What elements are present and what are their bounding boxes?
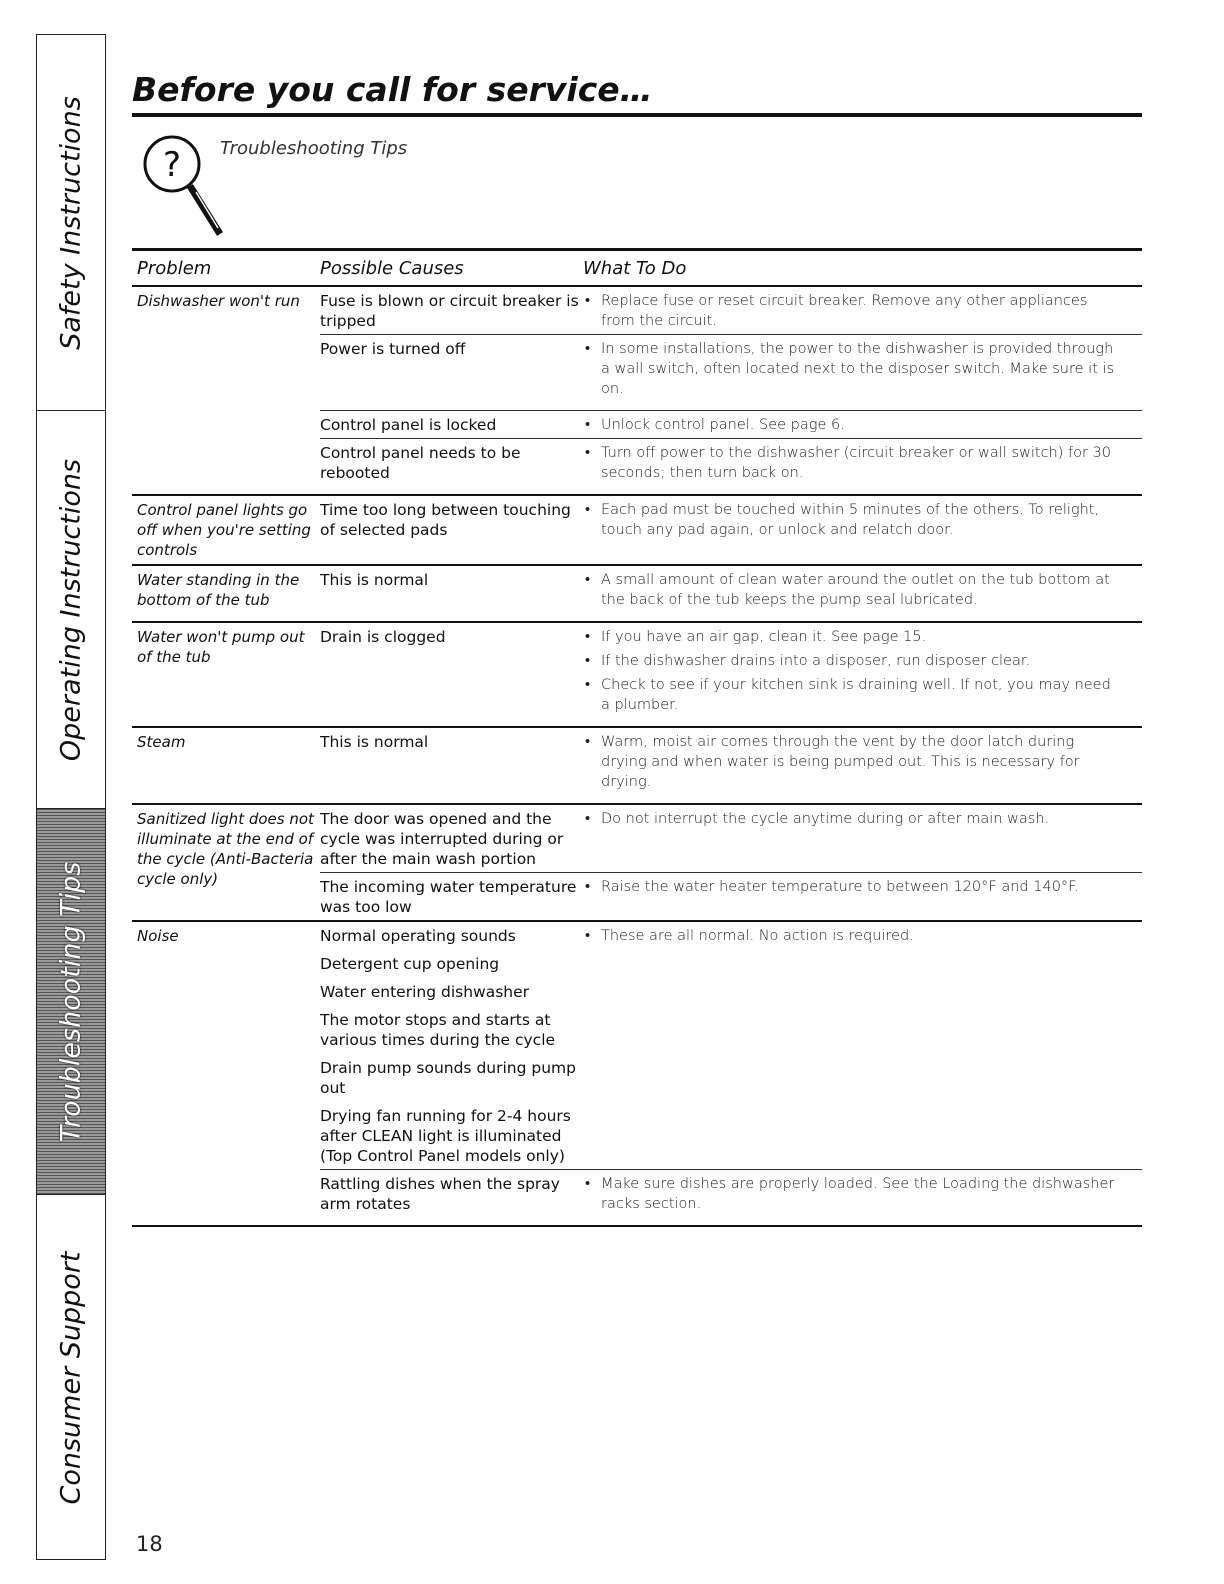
- action-bullet: • Replace fuse or reset circuit breaker. Remove any other appliances from the circuit.: [583, 291, 1123, 331]
- table-row: [132, 728, 1142, 805]
- page-title: Before you call for service…: [132, 70, 653, 109]
- action-bullet: • Warm, moist air comes through the vent by the door latch during drying and when water is being pumped out. This is necessary for drying.: [583, 732, 1123, 792]
- page-number: 18: [136, 1532, 163, 1556]
- cause-text: Time too long between touching of selected pads: [320, 501, 571, 539]
- problem-cell: Noise: [137, 927, 179, 945]
- action-bullet: • If you have an air gap, clean it. See page 15.: [583, 627, 1123, 647]
- possible-causes-cell: [320, 877, 582, 917]
- possible-causes-cell: [320, 415, 582, 435]
- cause-text: Detergent cup opening: [320, 955, 500, 973]
- cause-entry: [320, 411, 1142, 439]
- possible-causes-cell: [320, 1174, 582, 1214]
- tab-safety-instructions[interactable]: [37, 35, 105, 411]
- possible-causes-cell: [320, 443, 582, 483]
- cause-entry: [320, 873, 1142, 920]
- possible-causes-cell: [320, 926, 582, 1166]
- possible-causes-cell: [320, 732, 582, 752]
- svg-text:?: ?: [162, 145, 182, 185]
- tab-troubleshooting-tips[interactable]: [37, 809, 105, 1195]
- possible-causes-cell: [320, 627, 582, 647]
- cause-text: This is normal: [320, 733, 429, 751]
- side-tabs: [36, 34, 106, 1560]
- tab-label: Operating Instructions: [55, 458, 87, 761]
- cause-entry: [320, 335, 1142, 411]
- column-header-problem: Problem: [137, 258, 212, 279]
- cause-entry: [320, 439, 1142, 494]
- cause-text: Control panel is locked: [320, 416, 497, 434]
- cause-entry: [320, 805, 1142, 873]
- action-bullet: • Raise the water heater temperature to between 120°F and 140°F.: [583, 877, 1123, 897]
- cause-entry: [320, 728, 1142, 803]
- title-rule: [132, 113, 1142, 117]
- what-to-do-cell: [583, 732, 1123, 792]
- problem-cell: Steam: [137, 733, 186, 751]
- table-row: [132, 566, 1142, 623]
- cause-text: Drying fan running for 2-4 hours after CLEAN light is illuminated (Top Control Panel models only): [320, 1107, 571, 1165]
- problem-cell: Water standing in the bottom of the tub: [137, 571, 300, 609]
- possible-causes-cell: [320, 500, 582, 540]
- what-to-do-cell: [583, 291, 1123, 331]
- what-to-do-cell: [583, 443, 1123, 483]
- action-bullet: • Do not interrupt the cycle anytime during or after main wash.: [583, 809, 1123, 829]
- action-bullet: • Each pad must be touched within 5 minutes of the others. To relight, touch any pad again, or unlock and relatch door.: [583, 500, 1123, 540]
- action-bullet: • A small amount of clean water around the outlet on the tub bottom at the back of the tub keeps the pump seal lubricated.: [583, 570, 1123, 610]
- tab-consumer-support[interactable]: [37, 1195, 105, 1561]
- tab-label: Troubleshooting Tips: [55, 861, 87, 1142]
- action-bullet: • In some installations, the power to the dishwasher is provided through a wall switch, often located next to the disposer switch. Make sure it is on.: [583, 339, 1123, 399]
- cause-text: This is normal: [320, 571, 429, 589]
- cause-entry: [320, 623, 1142, 726]
- column-header-what-to-do: What To Do: [583, 258, 687, 279]
- what-to-do-cell: [583, 500, 1123, 540]
- cause-text: The incoming water temperature was too low: [320, 878, 577, 916]
- table-row: [132, 496, 1142, 566]
- cause-entry: [320, 566, 1142, 621]
- what-to-do-cell: [583, 627, 1123, 715]
- cause-text: Drain pump sounds during pump out: [320, 1059, 576, 1097]
- possible-causes-cell: [320, 339, 582, 359]
- action-bullet: • These are all normal. No action is required.: [583, 926, 1123, 946]
- cause-text: Power is turned off: [320, 340, 466, 358]
- cause-entry: [320, 287, 1142, 335]
- cause-text: Drain is clogged: [320, 628, 446, 646]
- action-bullet: • Make sure dishes are properly loaded. See the Loading the dishwasher racks section.: [583, 1174, 1123, 1214]
- table-row: [132, 922, 1142, 1227]
- problem-cell: Sanitized light does not illuminate at the end of the cycle (Anti-Bacteria cycle only): [137, 810, 314, 888]
- cause-text: Rattling dishes when the spray arm rotates: [320, 1175, 560, 1213]
- what-to-do-cell: [583, 339, 1123, 399]
- cause-entry: [320, 496, 1142, 551]
- troubleshooting-table: [132, 248, 1142, 1227]
- table-row: [132, 623, 1142, 728]
- table-header: [132, 251, 1142, 287]
- cause-text: The door was opened and the cycle was interrupted during or after the main wash portion: [320, 810, 564, 868]
- possible-causes-cell: [320, 570, 582, 590]
- cause-text: Control panel needs to be rebooted: [320, 444, 521, 482]
- what-to-do-cell: [583, 877, 1123, 897]
- possible-causes-cell: [320, 809, 582, 869]
- cause-text: The motor stops and starts at various times during the cycle: [320, 1011, 556, 1049]
- tab-label: Consumer Support: [55, 1251, 87, 1505]
- table-row: [132, 287, 1142, 496]
- cause-entry: [320, 922, 1142, 1170]
- what-to-do-cell: [583, 415, 1123, 435]
- section-subtitle: Troubleshooting Tips: [220, 138, 408, 159]
- action-bullet: • Unlock control panel. See page 6.: [583, 415, 1123, 435]
- column-header-causes: Possible Causes: [320, 258, 464, 279]
- problem-cell: Dishwasher won't run: [137, 292, 300, 310]
- tab-label: Safety Instructions: [55, 95, 87, 350]
- question-magnifier-icon: [136, 130, 228, 242]
- possible-causes-cell: [320, 291, 582, 331]
- action-bullet: • Turn off power to the dishwasher (circuit breaker or wall switch) for 30 seconds; then turn back on.: [583, 443, 1123, 483]
- table-row: [132, 805, 1142, 922]
- cause-text: Normal operating sounds: [320, 927, 516, 945]
- tab-operating-instructions[interactable]: [37, 411, 105, 809]
- cause-entry: [320, 1170, 1142, 1225]
- cause-text: Water entering dishwasher: [320, 983, 530, 1001]
- problem-cell: Water won't pump out of the tub: [137, 628, 305, 666]
- problem-cell: Control panel lights go off when you're setting controls: [137, 501, 311, 559]
- what-to-do-cell: [583, 809, 1123, 829]
- action-bullet: • If the dishwasher drains into a disposer, run disposer clear.: [583, 651, 1123, 671]
- action-bullet: • Check to see if your kitchen sink is draining well. If not, you may need a plumber.: [583, 675, 1123, 715]
- what-to-do-cell: [583, 570, 1123, 610]
- what-to-do-cell: [583, 1174, 1123, 1214]
- cause-text: Fuse is blown or circuit breaker is tripped: [320, 292, 579, 330]
- what-to-do-cell: [583, 926, 1123, 946]
